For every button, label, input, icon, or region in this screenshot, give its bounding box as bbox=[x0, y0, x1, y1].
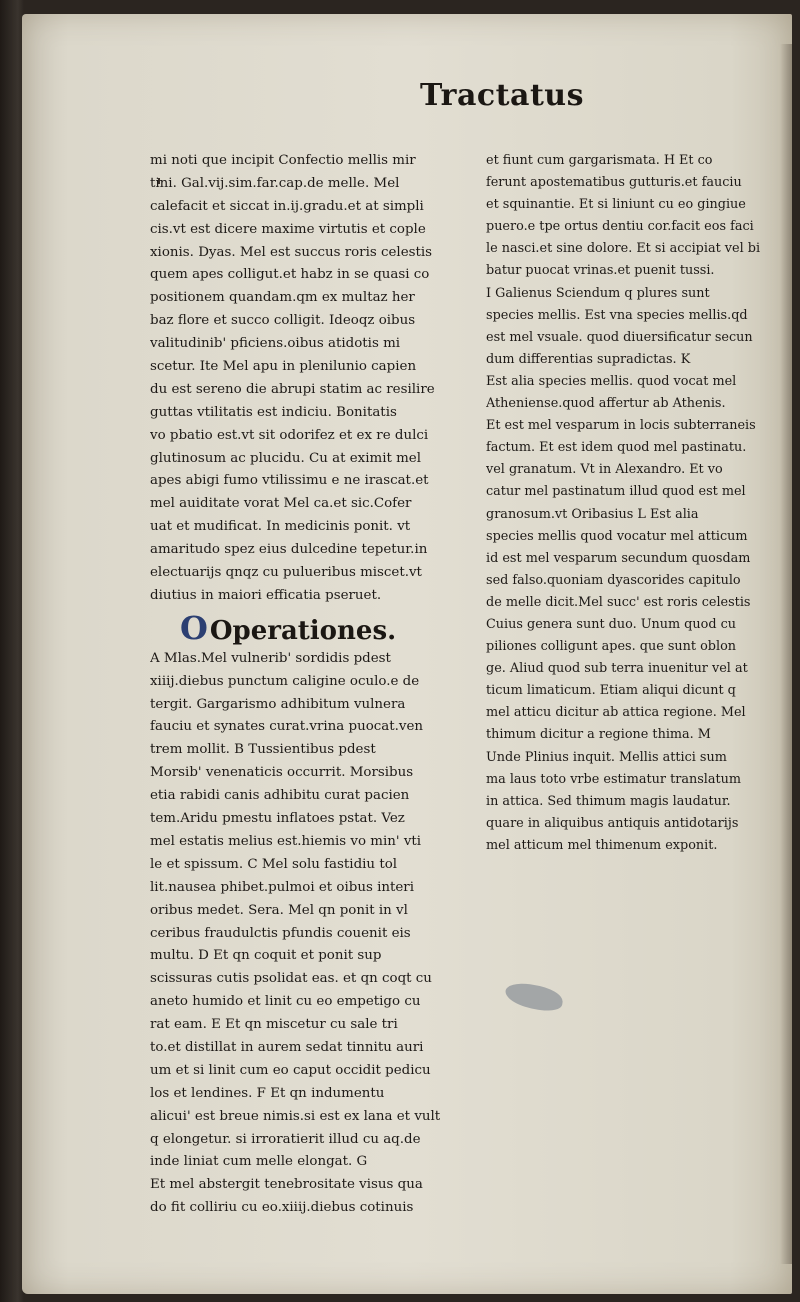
heading-text: Operationes. bbox=[209, 615, 397, 646]
left-column-text-after bbox=[150, 648, 462, 1220]
text-line: dum differentias supradictas. K bbox=[486, 351, 691, 367]
running-head: Tractatus bbox=[420, 78, 585, 113]
text-line: du est sereno die abrupi statim ac resilire bbox=[150, 381, 435, 397]
text-line: sed falso.quoniam dyascorides capitulo bbox=[486, 572, 741, 588]
text-line: piliones colligunt apes. que sunt oblon bbox=[486, 639, 737, 655]
text-line: alicui' est breue nimis.si est ex lana et vult bbox=[150, 1108, 441, 1124]
text-line: positionem quandam.qm ex multaz her bbox=[150, 290, 415, 306]
text-line: ticum limaticum. Etiam aliqui dicunt q bbox=[486, 683, 736, 699]
text-line: guttas vtilitatis est indiciu. Bonitatis bbox=[150, 404, 397, 420]
text-line: batur puocat vrinas.et puenit tussi. bbox=[486, 263, 715, 279]
text-line: um et si linit cum eo caput occidit pedicu bbox=[150, 1062, 431, 1078]
text-line: ge. Aliud quod sub terra inuenitur vel at bbox=[486, 661, 748, 677]
text-line: baz flore et succo colligit. Ideoqz oibus bbox=[150, 313, 416, 329]
text-line: de melle dicit.Mel succ' est roris celestis bbox=[486, 594, 751, 610]
text-line: do fit colliriu cu eo.xiiij.diebus cotinuis bbox=[150, 1200, 414, 1216]
left-column-text-before bbox=[150, 150, 462, 608]
text-line: to.et distillat in aurem sedat tinnitu auri bbox=[150, 1039, 424, 1055]
text-line: quem apes colligut.et habz in se quasi co bbox=[150, 267, 430, 283]
text-line: granosum.vt Oribasius L Est alia bbox=[486, 506, 699, 522]
text-line: et fiunt cum gargarismata. H Et co bbox=[486, 153, 713, 168]
text-line: Morsib' venenaticis occurrit. Morsibus bbox=[150, 765, 414, 781]
text-line: lit.nausea phibet.pulmoi et oibus interi bbox=[150, 879, 414, 895]
text-line: inde liniat cum melle elongat. G bbox=[150, 1154, 368, 1170]
text-line: mel atticum mel thimenum exponit. bbox=[486, 837, 718, 853]
text-line: xiiij.diebus punctum caligine oculo.e de bbox=[150, 673, 420, 689]
text-line: mi noti que incipit Confectio mellis mir bbox=[150, 153, 416, 168]
text-line: I Galienus Sciendum q plures sunt bbox=[486, 285, 710, 301]
text-line: diutius in maiori efficatia pseruet. bbox=[150, 587, 382, 603]
text-line: tini. Gal.vij.sim.far.cap.de melle. Mel bbox=[150, 175, 400, 191]
text-line: et squinantie. Et si liniunt cu eo gingiue bbox=[486, 197, 746, 213]
text-line: oribus medet. Sera. Mel qn ponit in vl bbox=[150, 902, 408, 918]
text-line: multu. D Et qn coquit et ponit sup bbox=[150, 948, 382, 964]
text-line: le nasci.et sine dolore. Et si accipiat vel bi bbox=[486, 241, 761, 257]
text-line: cis.vt est dicere maxime virtutis et cople bbox=[150, 221, 426, 237]
text-line: apes abigi fumo vtilissimu e ne irascat.et bbox=[150, 473, 429, 489]
text-line: rat eam. E Et qn miscetur cu sale tri bbox=[150, 1017, 398, 1033]
text-line: aneto humido et linit cu eo empetigo cu bbox=[150, 994, 421, 1010]
text-line: amaritudo spez eius dulcedine tepetur.in bbox=[150, 542, 428, 558]
text-line: thimum dicitur a regione thima. M bbox=[486, 727, 711, 743]
text-line: vel granatum. Vt in Alexandro. Et vo bbox=[486, 462, 723, 478]
text-line: Et mel abstergit tenebrositate visus qua bbox=[150, 1177, 423, 1193]
heading-initial: O bbox=[180, 608, 208, 647]
text-line: etia rabidi canis adhibitu curat pacien bbox=[150, 788, 410, 804]
text-line: valitudinib' pficiens.oibus atidotis mi bbox=[150, 336, 401, 352]
text-line: puero.e tpe ortus dentiu cor.facit eos faci bbox=[486, 219, 754, 235]
text-line: Cuius genera sunt duo. Unum quod cu bbox=[486, 616, 736, 632]
text-line: factum. Et est idem quod mel pastinatu. bbox=[486, 440, 747, 456]
right-column bbox=[486, 150, 786, 857]
text-line: glutinosum ac plucidu. Cu at eximit mel bbox=[150, 450, 422, 466]
text-line: species mellis quod vocatur mel atticum bbox=[486, 528, 748, 544]
text-line: uat et mudificat. In medicinis ponit. vt bbox=[150, 519, 411, 535]
text-line: fauciu et synates curat.vrina puocat.ven bbox=[150, 719, 424, 735]
text-line: ferunt apostematibus gutturis.et fauciu bbox=[486, 175, 742, 191]
text-line: electuarijs qnqz cu pulueribus miscet.vt bbox=[150, 565, 422, 581]
text-line: Et est mel vesparum in locis subterraneis bbox=[486, 418, 756, 434]
text-line: in attica. Sed thimum magis laudatur. bbox=[486, 793, 731, 809]
text-line: ceribus fraudulctis pfundis couenit eis bbox=[150, 925, 411, 941]
text-line: xionis. Dyas. Mel est succus roris celestis bbox=[150, 244, 433, 260]
text-line: ma laus toto vrbe estimatur translatum bbox=[486, 771, 742, 787]
text-line: tem.Aridu pmestu inflatoes pstat. Vez bbox=[150, 811, 405, 827]
text-line: los et lendines. F Et qn indumentu bbox=[150, 1085, 385, 1101]
text-line: tergit. Gargarismo adhibitum vulnera bbox=[150, 696, 406, 712]
text-line: calefacit et siccat in.ij.gradu.et at simpli bbox=[150, 198, 424, 214]
text-line: vo pbatio est.vt sit odorifez et ex re dulci bbox=[150, 427, 429, 443]
text-line: A Mlas.Mel vulnerib' sordidis pdest bbox=[150, 650, 391, 666]
text-line: scissuras cutis psolidat eas. et qn coqt cu bbox=[150, 971, 432, 987]
text-line: quare in aliquibus antiquis antidotarijs bbox=[486, 815, 739, 831]
text-line: trem mollit. B Tussientibus pdest bbox=[150, 742, 376, 758]
text-line: mel auiditate vorat Mel ca.et sic.Cofer bbox=[150, 496, 412, 512]
text-line: catur mel pastinatum illud quod est mel bbox=[486, 484, 746, 500]
text-line: species mellis. Est vna species mellis.qd bbox=[486, 307, 748, 323]
text-line: q elongetur. si irroratierit illud cu aq.de bbox=[150, 1131, 421, 1147]
text-line: scetur. Ite Mel apu in plenilunio capien bbox=[150, 359, 417, 375]
text-line: Atheniense.quod affertur ab Athenis. bbox=[486, 396, 726, 412]
section-heading bbox=[180, 608, 462, 648]
text-line: Est alia species mellis. quod vocat mel bbox=[486, 373, 737, 389]
text-line: est mel vsuale. quod diuersificatur secun bbox=[486, 329, 753, 345]
text-line: id est mel vesparum secundum quosdam bbox=[486, 550, 751, 566]
right-column-text bbox=[486, 150, 786, 857]
text-line: mel estatis melius est.hiemis vo min' vti bbox=[150, 833, 422, 849]
text-line: mel atticu dicitur ab attica regione. Mel bbox=[486, 705, 746, 721]
left-column bbox=[150, 150, 462, 1220]
text-line: le et spissum. C Mel solu fastidiu tol bbox=[150, 856, 398, 872]
text-line: Unde Plinius inquit. Mellis attici sum bbox=[486, 749, 727, 765]
